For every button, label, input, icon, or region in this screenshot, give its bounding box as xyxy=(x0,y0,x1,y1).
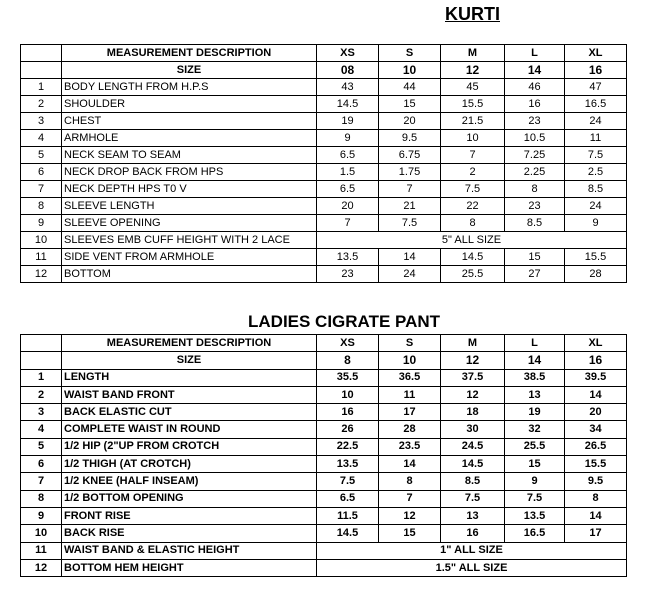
table-row xyxy=(21,164,627,181)
pant-title: LADIES CIGRATE PANT xyxy=(248,312,441,331)
measurement-value: 32 xyxy=(505,421,565,438)
size-value: 8 xyxy=(317,352,379,369)
measurement-value: 15 xyxy=(379,96,441,113)
row-number: 7 xyxy=(21,181,62,198)
measurement-value: 15 xyxy=(379,525,441,542)
measurement-value: 19 xyxy=(317,113,379,130)
blank-cell xyxy=(21,45,62,62)
measurement-value: 16 xyxy=(317,404,379,421)
measurement-value: 11 xyxy=(379,386,441,403)
size-row xyxy=(21,352,627,369)
measurement-value: 7.5 xyxy=(441,181,505,198)
measurement-value: 8 xyxy=(441,215,505,232)
measurement-value: 46 xyxy=(505,79,565,96)
measurement-value: 1.5 xyxy=(317,164,379,181)
measurement-description: CHEST xyxy=(62,113,317,130)
measurement-value: 8 xyxy=(505,181,565,198)
measurement-description: NECK SEAM TO SEAM xyxy=(62,147,317,164)
measurement-description: LENGTH xyxy=(62,369,317,386)
size-value: 14 xyxy=(505,352,565,369)
measurement-value: 35.5 xyxy=(317,369,379,386)
measurement-value: 9 xyxy=(565,215,627,232)
all-size-value: 1.5" ALL SIZE xyxy=(317,559,627,576)
measurement-description: BACK ELASTIC CUT xyxy=(62,404,317,421)
header-row xyxy=(21,45,627,62)
measurement-value: 8.5 xyxy=(505,215,565,232)
measurement-value: 9 xyxy=(505,473,565,490)
measurement-value: 17 xyxy=(379,404,441,421)
measurement-value: 36.5 xyxy=(379,369,441,386)
measurement-description: BOTTOM HEM HEIGHT xyxy=(62,559,317,576)
measurement-value: 14.5 xyxy=(317,96,379,113)
table-row xyxy=(21,542,627,559)
measurement-description: 1/2 BOTTOM OPENING xyxy=(62,490,317,507)
measurement-value: 11.5 xyxy=(317,507,379,524)
measurement-value: 14 xyxy=(565,386,627,403)
measurement-description: BACK RISE xyxy=(62,525,317,542)
measurement-value: 7 xyxy=(317,215,379,232)
measurement-value: 11 xyxy=(565,130,627,147)
row-number: 7 xyxy=(21,473,62,490)
row-number: 1 xyxy=(21,79,62,96)
measurement-description: WAIST BAND FRONT xyxy=(62,386,317,403)
description-header: MEASUREMENT DESCRIPTION xyxy=(62,335,317,352)
table-row xyxy=(21,525,627,542)
blank-cell xyxy=(21,335,62,352)
measurement-value: 7.5 xyxy=(317,473,379,490)
blank-cell xyxy=(21,352,62,369)
measurement-value: 23.5 xyxy=(379,438,441,455)
measurement-value: 21.5 xyxy=(441,113,505,130)
table-row xyxy=(21,490,627,507)
measurement-value: 13 xyxy=(505,386,565,403)
measurement-value: 14 xyxy=(379,249,441,266)
measurement-value: 15.5 xyxy=(565,249,627,266)
row-number: 8 xyxy=(21,198,62,215)
measurement-value: 20 xyxy=(317,198,379,215)
row-number: 11 xyxy=(21,542,62,559)
measurement-value: 9 xyxy=(317,130,379,147)
measurement-value: 10.5 xyxy=(505,130,565,147)
measurement-value: 27 xyxy=(505,266,565,283)
measurement-value: 23 xyxy=(317,266,379,283)
table-row xyxy=(21,507,627,524)
table-row xyxy=(21,266,627,283)
measurement-value: 12 xyxy=(441,386,505,403)
row-number: 1 xyxy=(21,369,62,386)
measurement-value: 18 xyxy=(441,404,505,421)
measurement-value: 20 xyxy=(565,404,627,421)
measurement-value: 45 xyxy=(441,79,505,96)
row-number: 6 xyxy=(21,164,62,181)
measurement-description: SLEEVE OPENING xyxy=(62,215,317,232)
measurement-value: 22 xyxy=(441,198,505,215)
measurement-description: NECK DEPTH HPS T0 V xyxy=(62,181,317,198)
size-label: SIZE xyxy=(62,352,317,369)
measurement-value: 43 xyxy=(317,79,379,96)
measurement-value: 16 xyxy=(505,96,565,113)
measurement-value: 1.75 xyxy=(379,164,441,181)
size-header: XL xyxy=(565,335,627,352)
measurement-value: 25.5 xyxy=(505,438,565,455)
measurement-value: 8 xyxy=(565,490,627,507)
measurement-value: 25.5 xyxy=(441,266,505,283)
measurement-value: 6.5 xyxy=(317,490,379,507)
row-number: 3 xyxy=(21,113,62,130)
size-value: 12 xyxy=(441,352,505,369)
measurement-value: 14.5 xyxy=(317,525,379,542)
table-row xyxy=(21,113,627,130)
row-number: 2 xyxy=(21,386,62,403)
measurement-value: 8 xyxy=(379,473,441,490)
size-row xyxy=(21,62,627,79)
size-header: L xyxy=(505,335,565,352)
measurement-value: 20 xyxy=(379,113,441,130)
measurement-value: 13 xyxy=(441,507,505,524)
table-row xyxy=(21,249,627,266)
table-row xyxy=(21,404,627,421)
measurement-value: 14 xyxy=(379,456,441,473)
size-header: L xyxy=(505,45,565,62)
measurement-value: 7 xyxy=(379,490,441,507)
measurement-value: 7.25 xyxy=(505,147,565,164)
size-header: S xyxy=(379,335,441,352)
description-header: MEASUREMENT DESCRIPTION xyxy=(62,45,317,62)
measurement-description: 1/2 KNEE (HALF INSEAM) xyxy=(62,473,317,490)
table-row xyxy=(21,79,627,96)
measurement-value: 10 xyxy=(317,386,379,403)
measurement-value: 22.5 xyxy=(317,438,379,455)
measurement-value: 15.5 xyxy=(441,96,505,113)
measurement-value: 6.5 xyxy=(317,147,379,164)
measurement-value: 14.5 xyxy=(441,249,505,266)
measurement-value: 24 xyxy=(565,198,627,215)
table-row xyxy=(21,198,627,215)
measurement-value: 14 xyxy=(565,507,627,524)
measurement-value: 30 xyxy=(441,421,505,438)
measurement-value: 19 xyxy=(505,404,565,421)
measurement-value: 13.5 xyxy=(505,507,565,524)
pant-table-body xyxy=(21,335,627,577)
measurement-value: 16 xyxy=(441,525,505,542)
measurement-description: NECK DROP BACK FROM HPS xyxy=(62,164,317,181)
measurement-description: BOTTOM xyxy=(62,266,317,283)
measurement-description: COMPLETE WAIST IN ROUND xyxy=(62,421,317,438)
size-header: S xyxy=(379,45,441,62)
row-number: 6 xyxy=(21,456,62,473)
table-row xyxy=(21,96,627,113)
measurement-value: 7.5 xyxy=(565,147,627,164)
table-row xyxy=(21,421,627,438)
measurement-description: ARMHOLE xyxy=(62,130,317,147)
kurti-title: KURTI xyxy=(445,4,500,24)
row-number: 8 xyxy=(21,490,62,507)
row-number: 11 xyxy=(21,249,62,266)
row-number: 9 xyxy=(21,215,62,232)
kurti-table-body xyxy=(21,45,627,283)
table-row xyxy=(21,456,627,473)
measurement-value: 15 xyxy=(505,249,565,266)
measurement-value: 7.5 xyxy=(379,215,441,232)
row-number: 9 xyxy=(21,507,62,524)
measurement-value: 47 xyxy=(565,79,627,96)
row-number: 2 xyxy=(21,96,62,113)
header-row xyxy=(21,335,627,352)
measurement-description: WAIST BAND & ELASTIC HEIGHT xyxy=(62,542,317,559)
size-header: XL xyxy=(565,45,627,62)
measurement-value: 10 xyxy=(441,130,505,147)
measurement-value: 16.5 xyxy=(505,525,565,542)
kurti-measurement-table xyxy=(20,44,627,283)
measurement-value: 23 xyxy=(505,198,565,215)
measurement-value: 38.5 xyxy=(505,369,565,386)
measurement-description: SIDE VENT FROM ARMHOLE xyxy=(62,249,317,266)
measurement-value: 7.5 xyxy=(505,490,565,507)
measurement-value: 24 xyxy=(565,113,627,130)
table-row xyxy=(21,215,627,232)
size-value: 10 xyxy=(379,352,441,369)
measurement-value: 28 xyxy=(379,421,441,438)
measurement-value: 28 xyxy=(565,266,627,283)
size-value: 16 xyxy=(565,352,627,369)
measurement-value: 9.5 xyxy=(565,473,627,490)
row-number: 3 xyxy=(21,404,62,421)
measurement-value: 14.5 xyxy=(441,456,505,473)
row-number: 5 xyxy=(21,438,62,455)
table-row xyxy=(21,559,627,576)
measurement-value: 2.5 xyxy=(565,164,627,181)
row-number: 10 xyxy=(21,232,62,249)
measurement-value: 8.5 xyxy=(441,473,505,490)
size-value: 08 xyxy=(317,62,379,79)
measurement-value: 44 xyxy=(379,79,441,96)
size-header: XS xyxy=(317,335,379,352)
table-row xyxy=(21,369,627,386)
measurement-value: 8.5 xyxy=(565,181,627,198)
measurement-description: 1/2 THIGH (AT CROTCH) xyxy=(62,456,317,473)
measurement-value: 16.5 xyxy=(565,96,627,113)
measurement-value: 7 xyxy=(441,147,505,164)
measurement-value: 6.75 xyxy=(379,147,441,164)
measurement-value: 13.5 xyxy=(317,456,379,473)
row-number: 4 xyxy=(21,130,62,147)
measurement-description: FRONT RISE xyxy=(62,507,317,524)
measurement-description: 1/2 HIP (2"UP FROM CROTCH xyxy=(62,438,317,455)
measurement-description: SLEEVES EMB CUFF HEIGHT WITH 2 LACE xyxy=(62,232,317,249)
measurement-value: 13.5 xyxy=(317,249,379,266)
measurement-value: 26 xyxy=(317,421,379,438)
measurement-description: SLEEVE LENGTH xyxy=(62,198,317,215)
all-size-value: 1" ALL SIZE xyxy=(317,542,627,559)
measurement-value: 23 xyxy=(505,113,565,130)
size-value: 16 xyxy=(565,62,627,79)
measurement-value: 34 xyxy=(565,421,627,438)
table-row xyxy=(21,386,627,403)
measurement-value: 26.5 xyxy=(565,438,627,455)
pant-measurement-table xyxy=(20,334,627,577)
measurement-value: 39.5 xyxy=(565,369,627,386)
measurement-value: 37.5 xyxy=(441,369,505,386)
measurement-description: BODY LENGTH FROM H.P.S xyxy=(62,79,317,96)
row-number: 4 xyxy=(21,421,62,438)
size-value: 10 xyxy=(379,62,441,79)
measurement-value: 15.5 xyxy=(565,456,627,473)
measurement-value: 12 xyxy=(379,507,441,524)
table-row xyxy=(21,473,627,490)
measurement-value: 7.5 xyxy=(441,490,505,507)
measurement-value: 2.25 xyxy=(505,164,565,181)
measurement-value: 7 xyxy=(379,181,441,198)
row-number: 5 xyxy=(21,147,62,164)
table-row xyxy=(21,232,627,249)
size-value: 12 xyxy=(441,62,505,79)
measurement-value: 24.5 xyxy=(441,438,505,455)
measurement-value: 24 xyxy=(379,266,441,283)
measurement-value: 6.5 xyxy=(317,181,379,198)
measurement-value: 17 xyxy=(565,525,627,542)
measurement-value: 2 xyxy=(441,164,505,181)
measurement-description: SHOULDER xyxy=(62,96,317,113)
table-row xyxy=(21,181,627,198)
table-row xyxy=(21,438,627,455)
size-header: M xyxy=(441,335,505,352)
measurement-value: 15 xyxy=(505,456,565,473)
measurement-value: 21 xyxy=(379,198,441,215)
size-header: XS xyxy=(317,45,379,62)
row-number: 12 xyxy=(21,266,62,283)
measurement-value: 9.5 xyxy=(379,130,441,147)
table-row xyxy=(21,130,627,147)
row-number: 10 xyxy=(21,525,62,542)
size-value: 14 xyxy=(505,62,565,79)
size-header: M xyxy=(441,45,505,62)
row-number: 12 xyxy=(21,559,62,576)
blank-cell xyxy=(21,62,62,79)
all-size-value: 5" ALL SIZE xyxy=(317,232,627,249)
size-label: SIZE xyxy=(62,62,317,79)
table-row xyxy=(21,147,627,164)
